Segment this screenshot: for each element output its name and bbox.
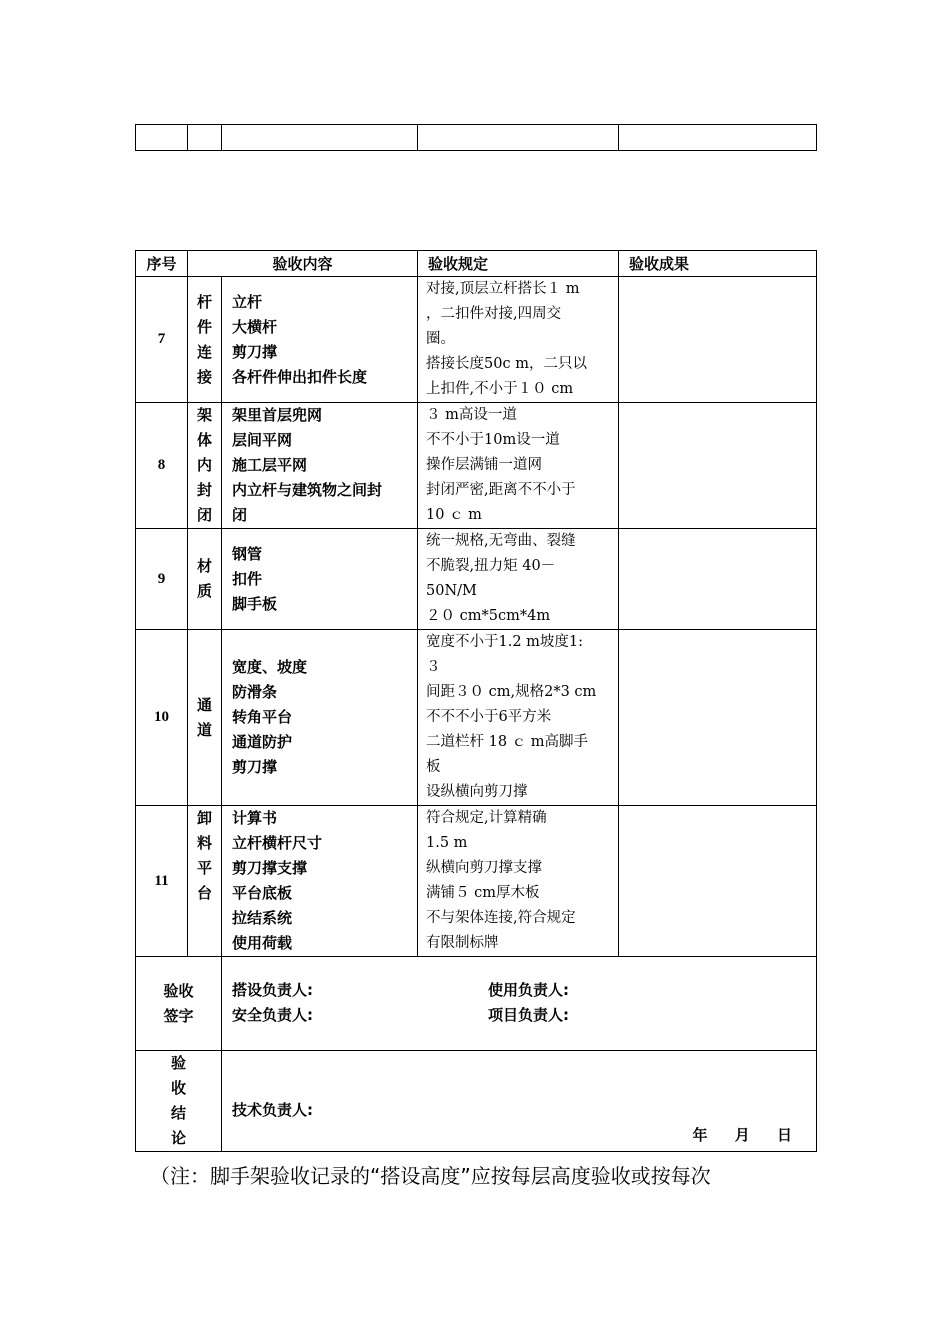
item-text: 层间平网	[232, 431, 293, 449]
category-char: 连	[196, 342, 212, 361]
category-char: 材	[196, 557, 212, 575]
table-row	[136, 277, 817, 403]
signature-row	[136, 957, 817, 1051]
category-char: 杆	[196, 292, 212, 311]
builder-signature-field[interactable]: 搭设负责人:	[232, 981, 313, 999]
conclusion-label	[136, 1051, 222, 1152]
category-char: 体	[196, 431, 212, 449]
item-text: 防滑条	[232, 683, 278, 701]
empty-cell	[619, 125, 817, 151]
category-char: 接	[196, 367, 212, 386]
item-text: 施工层平网	[232, 456, 308, 474]
row-rules	[418, 630, 619, 806]
row-category	[188, 277, 222, 403]
row-number: 9	[136, 529, 188, 630]
year-label: 年	[692, 1126, 708, 1144]
row-category	[188, 630, 222, 806]
row-items	[222, 403, 418, 529]
row-rules	[418, 277, 619, 403]
row-rules	[418, 806, 619, 957]
table-header-row	[136, 251, 817, 277]
table-row	[136, 630, 817, 806]
rule-text: 板	[426, 759, 441, 775]
signature-label	[136, 957, 222, 1051]
rule-text: 不与架体连接,符合规定	[426, 910, 576, 926]
row-number: 10	[136, 630, 188, 806]
category-char: 卸	[196, 809, 212, 827]
rule-text: ３ m高设一道	[426, 407, 517, 423]
footnote: （注：脚手架验收记录的“搭设高度”应按每层高度验收或按每次	[150, 1164, 711, 1188]
rule-text: 圈。	[426, 331, 456, 347]
item-text: 宽度、坡度	[232, 658, 308, 676]
empty-cell	[418, 125, 619, 151]
table-row	[136, 529, 817, 630]
item-text: 大横杆	[232, 317, 278, 336]
rule-text: ，二扣件对接,四周交	[426, 306, 562, 322]
rule-text: 宽度不小于1.2 m坡度1:	[426, 634, 584, 650]
month-label: 月	[734, 1126, 750, 1144]
category-char: 平	[196, 859, 212, 877]
item-text: 立杆横杆尺寸	[232, 834, 323, 852]
rule-text: 不脆裂,扭力矩 40－	[426, 558, 556, 574]
rule-text: 对接,顶层立杆搭长１ m	[426, 281, 580, 297]
table-row	[136, 403, 817, 529]
item-text: 闭	[232, 506, 248, 524]
empty-table-row	[136, 125, 817, 151]
day-label: 日	[777, 1126, 793, 1144]
rule-text: 符合规定,计算精确	[426, 810, 547, 826]
rule-text: 不不不小于6平方米	[426, 709, 552, 725]
category-char: 通	[196, 695, 212, 714]
previous-page-table-row	[135, 124, 817, 151]
row-category	[188, 403, 222, 529]
item-text: 转角平台	[232, 708, 293, 726]
rule-text: 上扣件,不小于１０ cm	[426, 381, 574, 397]
item-text: 平台底板	[232, 884, 293, 902]
row-result[interactable]	[619, 403, 817, 529]
header-seq: 序号	[136, 251, 188, 277]
rule-text: 统一规格,无弯曲、裂缝	[426, 533, 576, 549]
category-char: 道	[196, 720, 212, 739]
signature-label-line: 验收	[163, 981, 194, 1000]
item-text: 拉结系统	[232, 909, 293, 927]
row-number: 8	[136, 403, 188, 529]
item-text: 剪刀撑	[232, 342, 278, 361]
row-items	[222, 529, 418, 630]
empty-cell	[136, 125, 188, 151]
row-rules	[418, 403, 619, 529]
conclusion-label-char: 论	[170, 1129, 186, 1147]
row-result[interactable]	[619, 529, 817, 630]
user-signature-field[interactable]: 使用负责人:	[488, 981, 569, 999]
category-char: 质	[196, 582, 212, 600]
conclusion-label-char: 验	[170, 1054, 186, 1072]
item-text: 内立杆与建筑物之间封	[232, 481, 383, 499]
rule-text: 有限制标牌	[426, 935, 499, 951]
category-char: 料	[196, 834, 212, 852]
row-number: 7	[136, 277, 188, 403]
category-char: 内	[196, 456, 212, 474]
rule-text: 设纵横向剪刀撑	[426, 784, 528, 800]
rule-text: 50N/M	[426, 583, 477, 599]
conclusion-fields	[222, 1051, 817, 1152]
safety-signature-field[interactable]: 安全负责人:	[232, 1006, 313, 1024]
item-text: 钢管	[232, 544, 263, 563]
row-rules	[418, 529, 619, 630]
rule-text: 封闭严密,距离不不小于	[426, 482, 576, 498]
rule-text: 10 ｃ m	[426, 507, 482, 523]
row-result[interactable]	[619, 630, 817, 806]
item-text: 通道防护	[232, 733, 293, 751]
conclusion-label-char: 结	[170, 1104, 186, 1122]
rule-text: 1.5 m	[426, 835, 468, 851]
row-items	[222, 806, 418, 957]
date-line	[671, 1124, 793, 1145]
category-char: 台	[196, 884, 212, 902]
item-text: 架里首层兜网	[232, 406, 323, 424]
rule-text: ２０ cm*5cm*4m	[426, 608, 551, 624]
item-text: 立杆	[232, 292, 263, 311]
empty-cell	[222, 125, 418, 151]
rule-text: 间距３０ cm,规格2*3 cm	[426, 684, 597, 700]
item-text: 脚手板	[232, 594, 278, 613]
header-content: 验收内容	[188, 251, 418, 277]
item-text: 使用荷载	[232, 934, 293, 952]
tech-signature-field[interactable]: 技术负责人:	[232, 1101, 313, 1119]
header-result: 验收成果	[619, 251, 817, 277]
rule-text: 满铺５ cm厚木板	[426, 885, 540, 901]
item-text: 计算书	[232, 809, 278, 827]
signature-fields	[222, 957, 817, 1051]
row-items	[222, 277, 418, 403]
item-text: 各杆件伸出扣件长度	[232, 367, 368, 386]
category-char: 封	[196, 481, 212, 499]
row-result[interactable]	[619, 806, 817, 957]
category-char: 闭	[196, 506, 212, 524]
conclusion-label-char: 收	[170, 1079, 186, 1097]
inspection-table	[135, 250, 817, 1152]
rule-text: 二道栏杆 18 ｃ m高脚手	[426, 734, 589, 750]
conclusion-row	[136, 1051, 817, 1152]
row-result[interactable]	[619, 277, 817, 403]
rule-text: 纵横向剪刀撑支撑	[426, 860, 543, 876]
row-number: 11	[136, 806, 188, 957]
rule-text: ３	[426, 659, 441, 675]
empty-cell	[188, 125, 222, 151]
rule-text: 不不小于10m设一道	[426, 432, 560, 448]
category-char: 件	[196, 317, 212, 336]
row-items	[222, 630, 418, 806]
signature-label-line: 签字	[163, 1006, 194, 1025]
rule-text: 搭接长度50c m，二只以	[426, 356, 587, 372]
table-row	[136, 806, 817, 957]
rule-text: 操作层满铺一道网	[426, 457, 543, 473]
project-signature-field[interactable]: 项目负责人:	[488, 1006, 569, 1024]
row-category	[188, 806, 222, 957]
header-rule: 验收规定	[418, 251, 619, 277]
item-text: 剪刀撑	[232, 758, 278, 776]
category-char: 架	[196, 406, 212, 424]
item-text: 扣件	[232, 569, 263, 588]
row-category	[188, 529, 222, 630]
item-text: 剪刀撑支撑	[232, 859, 308, 877]
